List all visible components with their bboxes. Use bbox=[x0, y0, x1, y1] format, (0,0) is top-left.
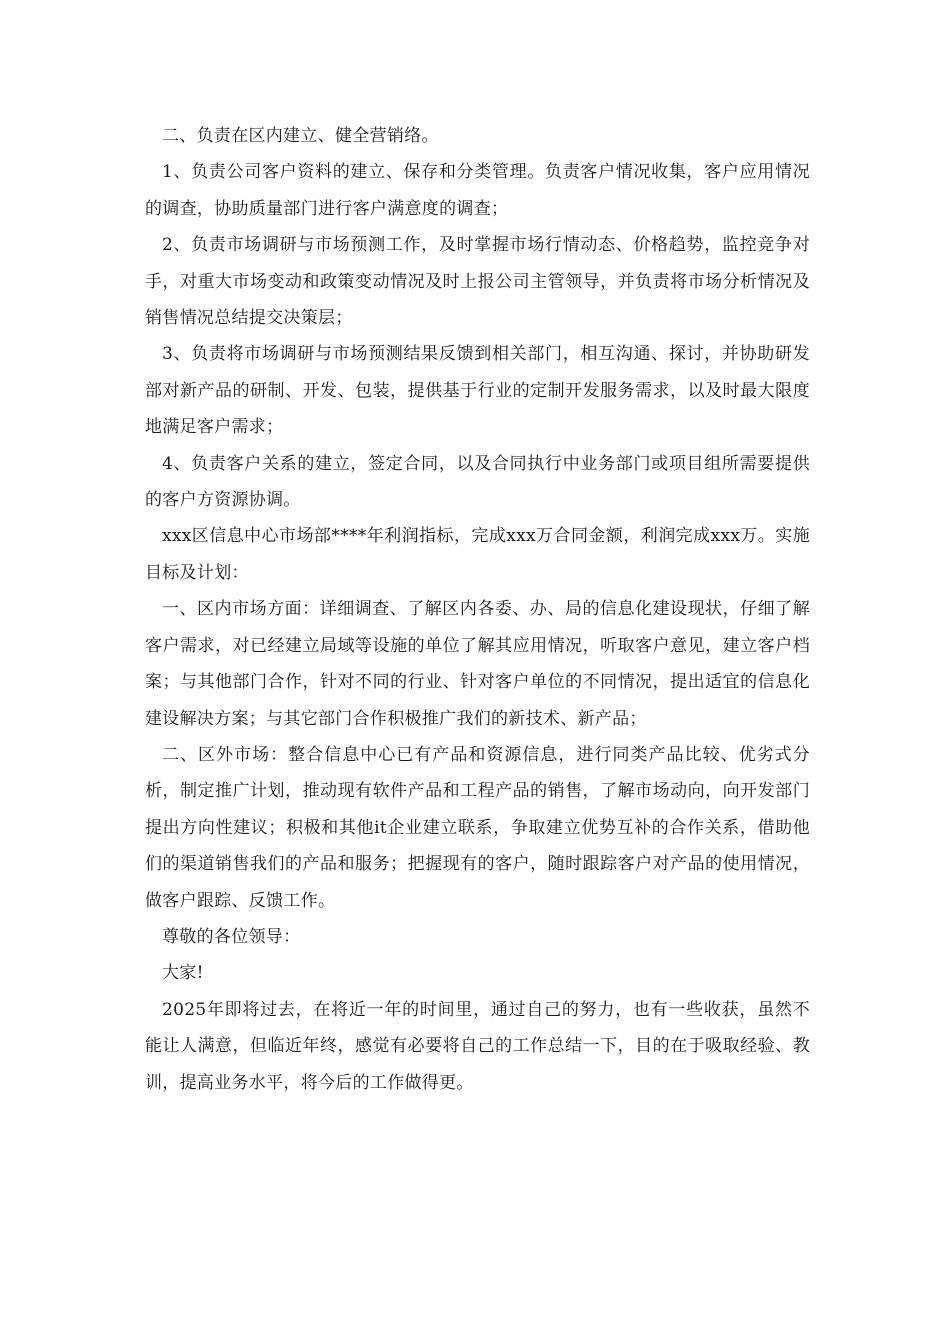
paragraph-salutation: 尊敬的各位领导： bbox=[162, 926, 301, 947]
paragraph-external-market: 二、区外市场：整合信息中心已有产品和资源信息，进行同类产品比较、优劣式分析，制定推广计划，推动现有软件产品和工程产品的销售，了解市场动向，向开发部门提出方向性建议；积极和其他it企业建立联系，争取建立优势互补的合作关系，借助他们的渠道销售我们的产品和服务；把握现有的客户，随时跟踪客户对产品的使用情况，做客户跟踪、反馈工作。 bbox=[145, 744, 810, 911]
paragraph-item-2: 2、负责市场调研与市场预测工作，及时掌握市场行情动态、价格趋势，监控竞争对手，对重大市场变动和政策变动情况及时上报公司主管领导，并负责将市场分析情况及销售情况总结提交决策层； bbox=[145, 235, 810, 329]
paragraph-summary-intro: 2025年即将过去，在将近一年的时间里，通过自己的努力，也有一些收获，虽然不能让人满意，但临近年终，感觉有必要将自己的工作总结一下，目的在于吸取经验、教训，提高业务水平，将今后的工作做得更。 bbox=[145, 999, 810, 1093]
paragraph-greeting: 大家! bbox=[162, 963, 204, 984]
paragraph-item-1: 1、负责公司客户资料的建立、保存和分类管理。负责客户情况收集，客户应用情况的调查，协助质量部门进行客户满意度的调查； bbox=[145, 162, 810, 219]
paragraph-internal-market: 一、区内市场方面：详细调查、了解区内各委、办、局的信息化建设现状，仔细了解客户需求，对已经建立局域等设施的单位了解其应用情况，听取客户意见，建立客户档案；与其他部门合作，针对不同的行业、针对客户单位的不同情况，提出适宜的信息化建设解决方案；与其它部门合作积极推广我们的新技术、新产品； bbox=[145, 599, 810, 729]
paragraph-responsibility-heading: 二、负责在区内建立、健全营销络。 bbox=[162, 126, 439, 146]
paragraph-item-3: 3、负责将市场调研与市场预测结果反馈到相关部门，相互沟通、探讨，并协助研发部对新产品的研制、开发、包装，提供基于行业的定制开发服务需求，以及时最大限度地满足客户需求； bbox=[145, 344, 810, 438]
paragraph-item-4: 4、负责客户关系的建立，签定合同，以及合同执行中业务部门或项目组所需要提供的客户方资源协调。 bbox=[145, 453, 810, 511]
document-body bbox=[145, 118, 810, 1101]
paragraph-profit-target: xxx区信息中心市场部****年利润指标，完成xxx万合同金额，利润完成xxx万。实施目标及计划： bbox=[145, 526, 810, 583]
